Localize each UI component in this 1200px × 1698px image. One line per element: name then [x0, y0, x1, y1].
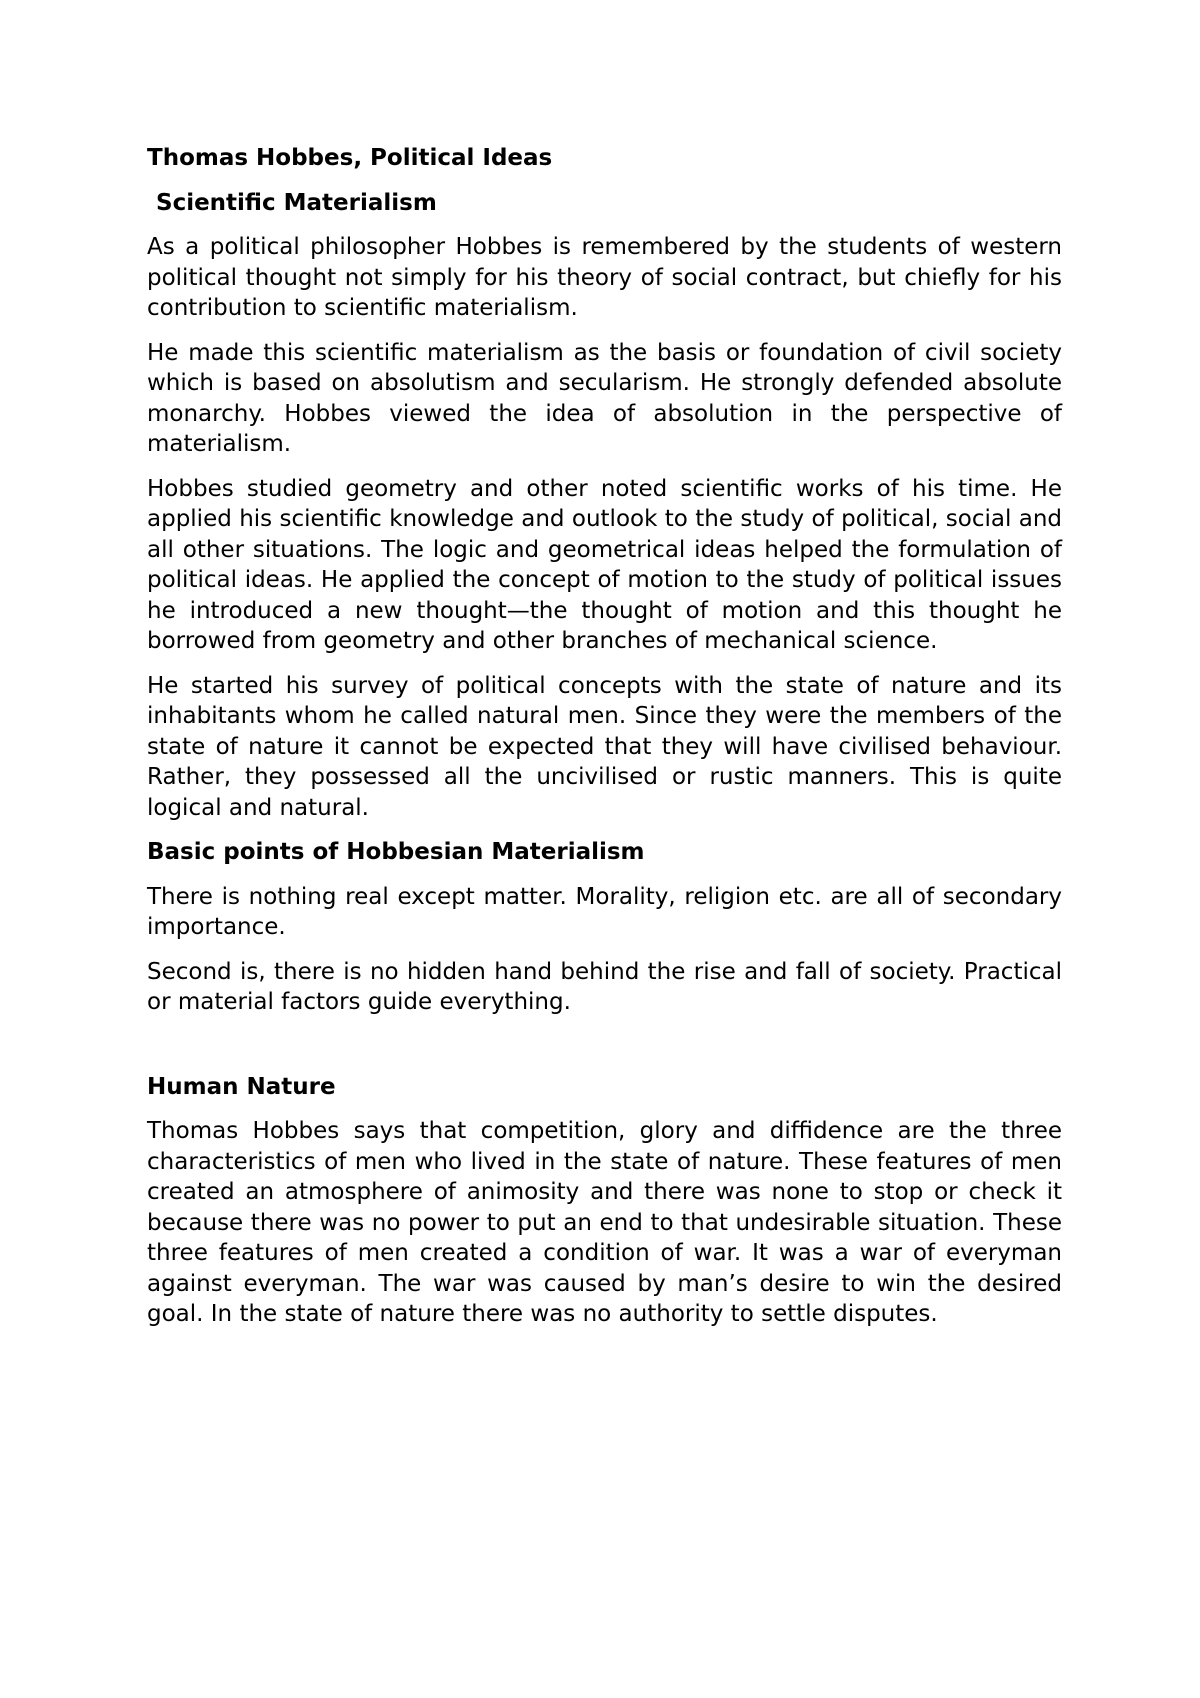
paragraph: Thomas Hobbes says that competition, glory and diffidence are the three characteristics of men who lived in the state of nature. These features of men created an atmosphere of animosity and there was none to stop or check it because there was no power to put an end to that undesirable situation. These three features of men created a condition of war. It was a war of everyman against everyman. The war was caused by man’s desire to win the desired goal. In the state of nature there was no authority to settle disputes. — [147, 1118, 1062, 1327]
paragraph: He made this scientific materialism as the basis or foundation of civil society which is based on absolutism and secularism. He strongly defended absolute monarchy. Hobbes viewed the idea of absolution in the perspective of materialism. — [147, 339, 1062, 457]
paragraph: As a political philosopher Hobbes is remembered by the students of western political thought not simply for his theory of social contract, but chiefly for his contribution to scientific materialism. — [147, 234, 1062, 321]
section-heading-basic-points: Basic points of Hobbesian Materialism — [147, 839, 645, 865]
paragraph: Second is, there is no hidden hand behind the rise and fall of society. Practical or material factors guide everything. — [147, 958, 1062, 1015]
document-title: Thomas Hobbes, Political Ideas — [147, 145, 553, 171]
paragraph: He started his survey of political concepts with the state of nature and its inhabitants whom he called natural men. Since they were the members of the state of nature it cannot be expected that they will have civilised behaviour. Rather, they possessed all the uncivilised or rustic manners. This is quite logical and natural. — [147, 672, 1062, 821]
paragraph: There is nothing real except matter. Morality, religion etc. are all of secondary importance. — [147, 883, 1062, 940]
section-heading-human-nature: Human Nature — [147, 1073, 336, 1100]
paragraph: Hobbes studied geometry and other noted scientific works of his time. He applied his scientific knowledge and outlook to the study of political, social and all other situations. The logic and geometrical ideas helped the formulation of political ideas. He applied the concept of motion to the study of political issues he introduced a new thought—the thought of motion and this thought he borrowed from geometry and other branches of mechanical science. — [147, 475, 1062, 654]
document-page — [147, 143, 1062, 1344]
blank-line — [147, 1032, 1062, 1072]
section-heading-scientific-materialism: Scientific Materialism — [156, 189, 437, 216]
